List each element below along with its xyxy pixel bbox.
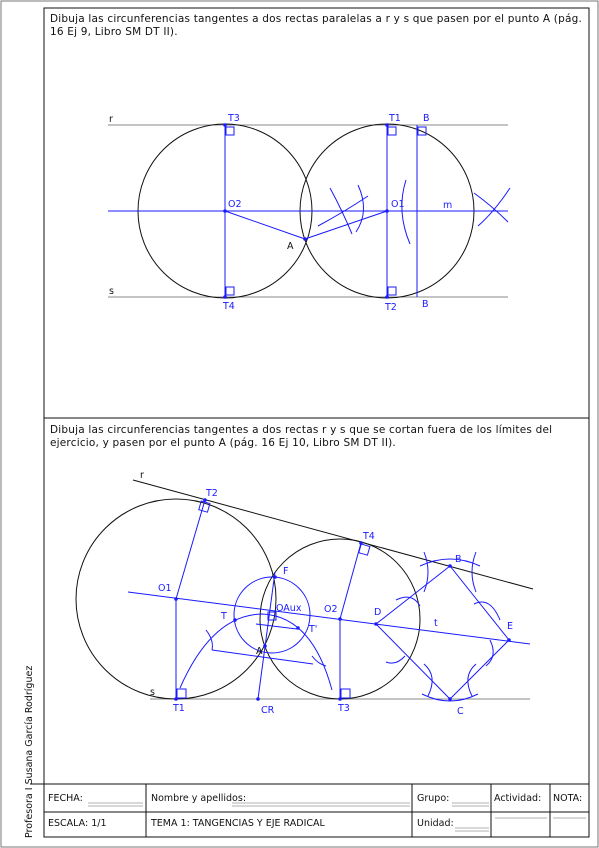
label-m: m (443, 200, 453, 211)
label-c-2: C (457, 706, 464, 717)
label-b-top: B (423, 113, 430, 124)
point-tprime (296, 626, 300, 630)
tema-label: TEMA 1: TANGENCIAS Y EJE RADICAL (151, 818, 325, 829)
label-tprime: T' (309, 624, 318, 635)
label-t-point: T (221, 611, 227, 622)
arc-d-2 (386, 656, 405, 663)
label-a: A (287, 241, 294, 252)
label-r-2: r (140, 470, 144, 481)
label-t4-2: T4 (363, 531, 375, 542)
segment-a-o2 (225, 211, 305, 239)
label-t4: T4 (223, 301, 235, 312)
line-r2 (133, 480, 533, 589)
label-b-2: B (455, 554, 462, 565)
point-o2-2 (338, 617, 342, 621)
perpendicular-o1-t2 (176, 500, 205, 599)
segment-b-e (450, 566, 509, 640)
label-d: D (374, 607, 382, 618)
label-s: s (109, 286, 114, 297)
square-t3-2 (341, 689, 350, 698)
label-t1-2: T1 (173, 703, 185, 714)
exercise1-statement: Dibuja las circunferencias tangentes a dos rectas paralelas a r y s que pasen por el punto A (pág. 16 Ej 9, Libro SM DT II). (50, 13, 582, 38)
label-t3: T3 (228, 113, 240, 124)
unidad-label: Unidad: (417, 818, 454, 829)
point-d (374, 622, 378, 626)
point-a (303, 237, 307, 241)
point-t3-2 (338, 697, 342, 701)
author-credit: Profesora I Susana García Rodríguez (24, 665, 35, 838)
label-b-bottom: B (422, 299, 429, 310)
point-f (273, 575, 277, 579)
label-f: F (283, 566, 289, 577)
perpendicular-o2-t4 (340, 543, 361, 619)
point-o2 (223, 209, 227, 213)
label-e: E (507, 621, 514, 632)
arc-3 (356, 185, 364, 232)
exercise1-figure (108, 113, 510, 313)
arc-small-2 (312, 656, 326, 666)
arc-6 (478, 188, 510, 226)
point-cr (256, 697, 260, 701)
point-t3 (223, 123, 227, 127)
label-t2-2: T2 (206, 488, 218, 499)
exercise2-figure (76, 470, 533, 717)
point-o1 (385, 209, 389, 213)
label-o2: O2 (228, 199, 242, 210)
exercise2-statement: Dibuja las circunferencias tangentes a dos rectas r y s que se cortan fuera de los límites del ejercicio, y pasen por el punto A (pág. 16 Ej 10, Libro SM DT II). (50, 424, 553, 449)
point-t1-2 (174, 697, 178, 701)
point-e (507, 638, 511, 642)
square-t1 (388, 127, 396, 135)
nota-label: NOTA: (553, 793, 583, 804)
radical-line (258, 572, 275, 699)
point-t4 (223, 295, 227, 299)
point-a-2 (263, 644, 267, 648)
grupo-label: Grupo: (417, 793, 450, 804)
arc-e-1 (474, 602, 500, 620)
point-b-2 (448, 564, 452, 568)
arc-b-3 (472, 552, 476, 592)
label-o2-2: O2 (324, 604, 338, 615)
square-t4 (226, 287, 234, 295)
label-t2: T2 (385, 302, 397, 313)
segment-c-d (376, 624, 450, 699)
escala-label: ESCALA: 1/1 (48, 818, 107, 829)
square-t3 (226, 127, 234, 135)
label-a-2: A (256, 646, 263, 657)
square-t2 (388, 287, 396, 295)
label-s-2: s (150, 687, 155, 698)
segment-a-o1 (305, 211, 387, 239)
fecha-label: FECHA: (48, 793, 83, 804)
label-cr: CR (261, 705, 275, 716)
actividad-label: Actividad: (494, 793, 542, 804)
square-t1-2 (177, 689, 186, 698)
segment-d-b (376, 566, 450, 624)
arc-4 (402, 180, 410, 244)
point-c-2 (448, 697, 452, 701)
point-t2 (385, 295, 389, 299)
label-t1: T1 (389, 113, 401, 124)
label-t3-2: T3 (338, 703, 350, 714)
square-t4-2 (359, 544, 370, 555)
point-t (233, 618, 237, 622)
label-r: r (109, 114, 113, 125)
segment-e-c (450, 640, 509, 699)
bisector-t (128, 592, 530, 644)
label-t-line: t (434, 618, 438, 629)
nombre-label: Nombre y apellidos: (151, 793, 247, 804)
label-o1-2: O1 (158, 583, 172, 594)
label-oaux: OAux (276, 603, 302, 614)
label-o1: O1 (391, 199, 405, 210)
segment-auxiliary (256, 624, 297, 629)
point-o1-2 (174, 597, 178, 601)
